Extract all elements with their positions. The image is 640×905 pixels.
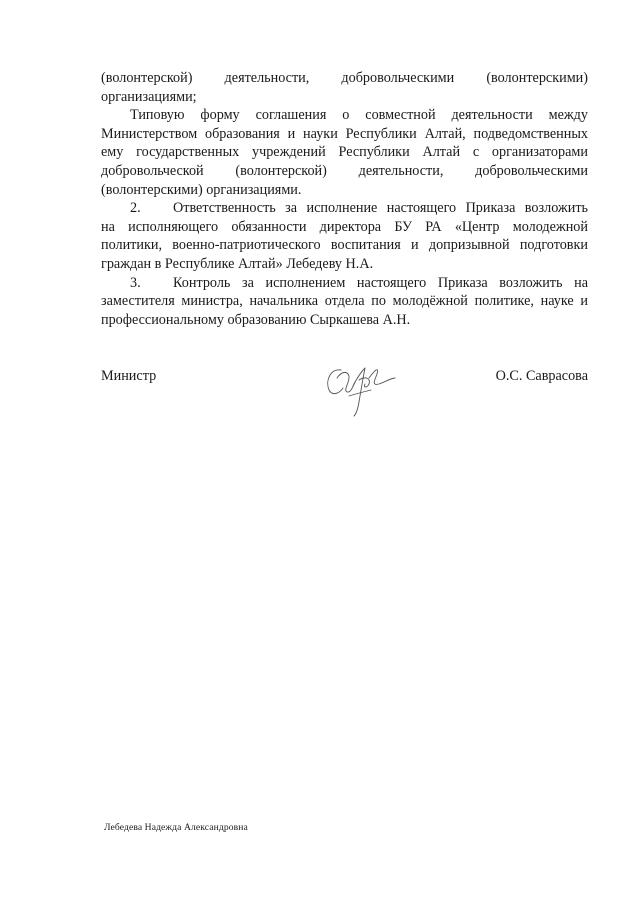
signature-row bbox=[101, 368, 588, 428]
text-line: Министерством образования и науки Республики Алтай, подведомственных bbox=[101, 125, 588, 142]
paragraph-continuation bbox=[101, 69, 588, 106]
item-text: Контроль за исполнением настоящего Приказа возложить на bbox=[173, 274, 588, 291]
text-line: ему государственных учреждений Республики Алтай с организаторами bbox=[101, 144, 588, 161]
document-body bbox=[101, 69, 588, 329]
paragraph-standard-form bbox=[101, 106, 588, 199]
item-number: 2. bbox=[130, 200, 141, 217]
text-line: организациями; bbox=[101, 88, 197, 105]
signatory-position: Министр bbox=[101, 368, 157, 384]
text-line: на исполняющего обязанности директора БУ РА «Центр молодежной bbox=[101, 218, 588, 235]
executor-name: Лебедева Надежда Александровна bbox=[104, 822, 248, 833]
order-item-2 bbox=[101, 199, 588, 273]
text-line: политики, военно-патриотического воспитания и допризывной подготовки bbox=[101, 237, 588, 254]
item-number: 3. bbox=[130, 274, 141, 291]
handwritten-signature bbox=[319, 356, 399, 418]
text-line: Типовую форму соглашения о совместной деятельности между bbox=[130, 107, 588, 124]
text-line: заместителя министра, начальника отдела по молодёжной политике, науке и bbox=[101, 293, 588, 310]
signatory-name: О.С. Саврасова bbox=[495, 368, 588, 384]
text-line: профессиональному образованию Сыркашева А.Н. bbox=[101, 311, 411, 328]
text-line: граждан в Республике Алтай» Лебедеву Н.А. bbox=[101, 255, 374, 272]
text-line-with-number bbox=[101, 199, 588, 218]
text-line: (волонтерской) деятельности, добровольческими (волонтерскими) bbox=[101, 70, 588, 86]
text-line: (волонтерскими) организациями. bbox=[101, 181, 302, 198]
text-line-with-number bbox=[101, 274, 588, 293]
item-text: Ответственность за исполнение настоящего Приказа возложить bbox=[173, 200, 588, 217]
text-line: добровольческой (волонтерской) деятельности, добровольческими bbox=[101, 162, 588, 179]
order-item-3 bbox=[101, 274, 588, 330]
